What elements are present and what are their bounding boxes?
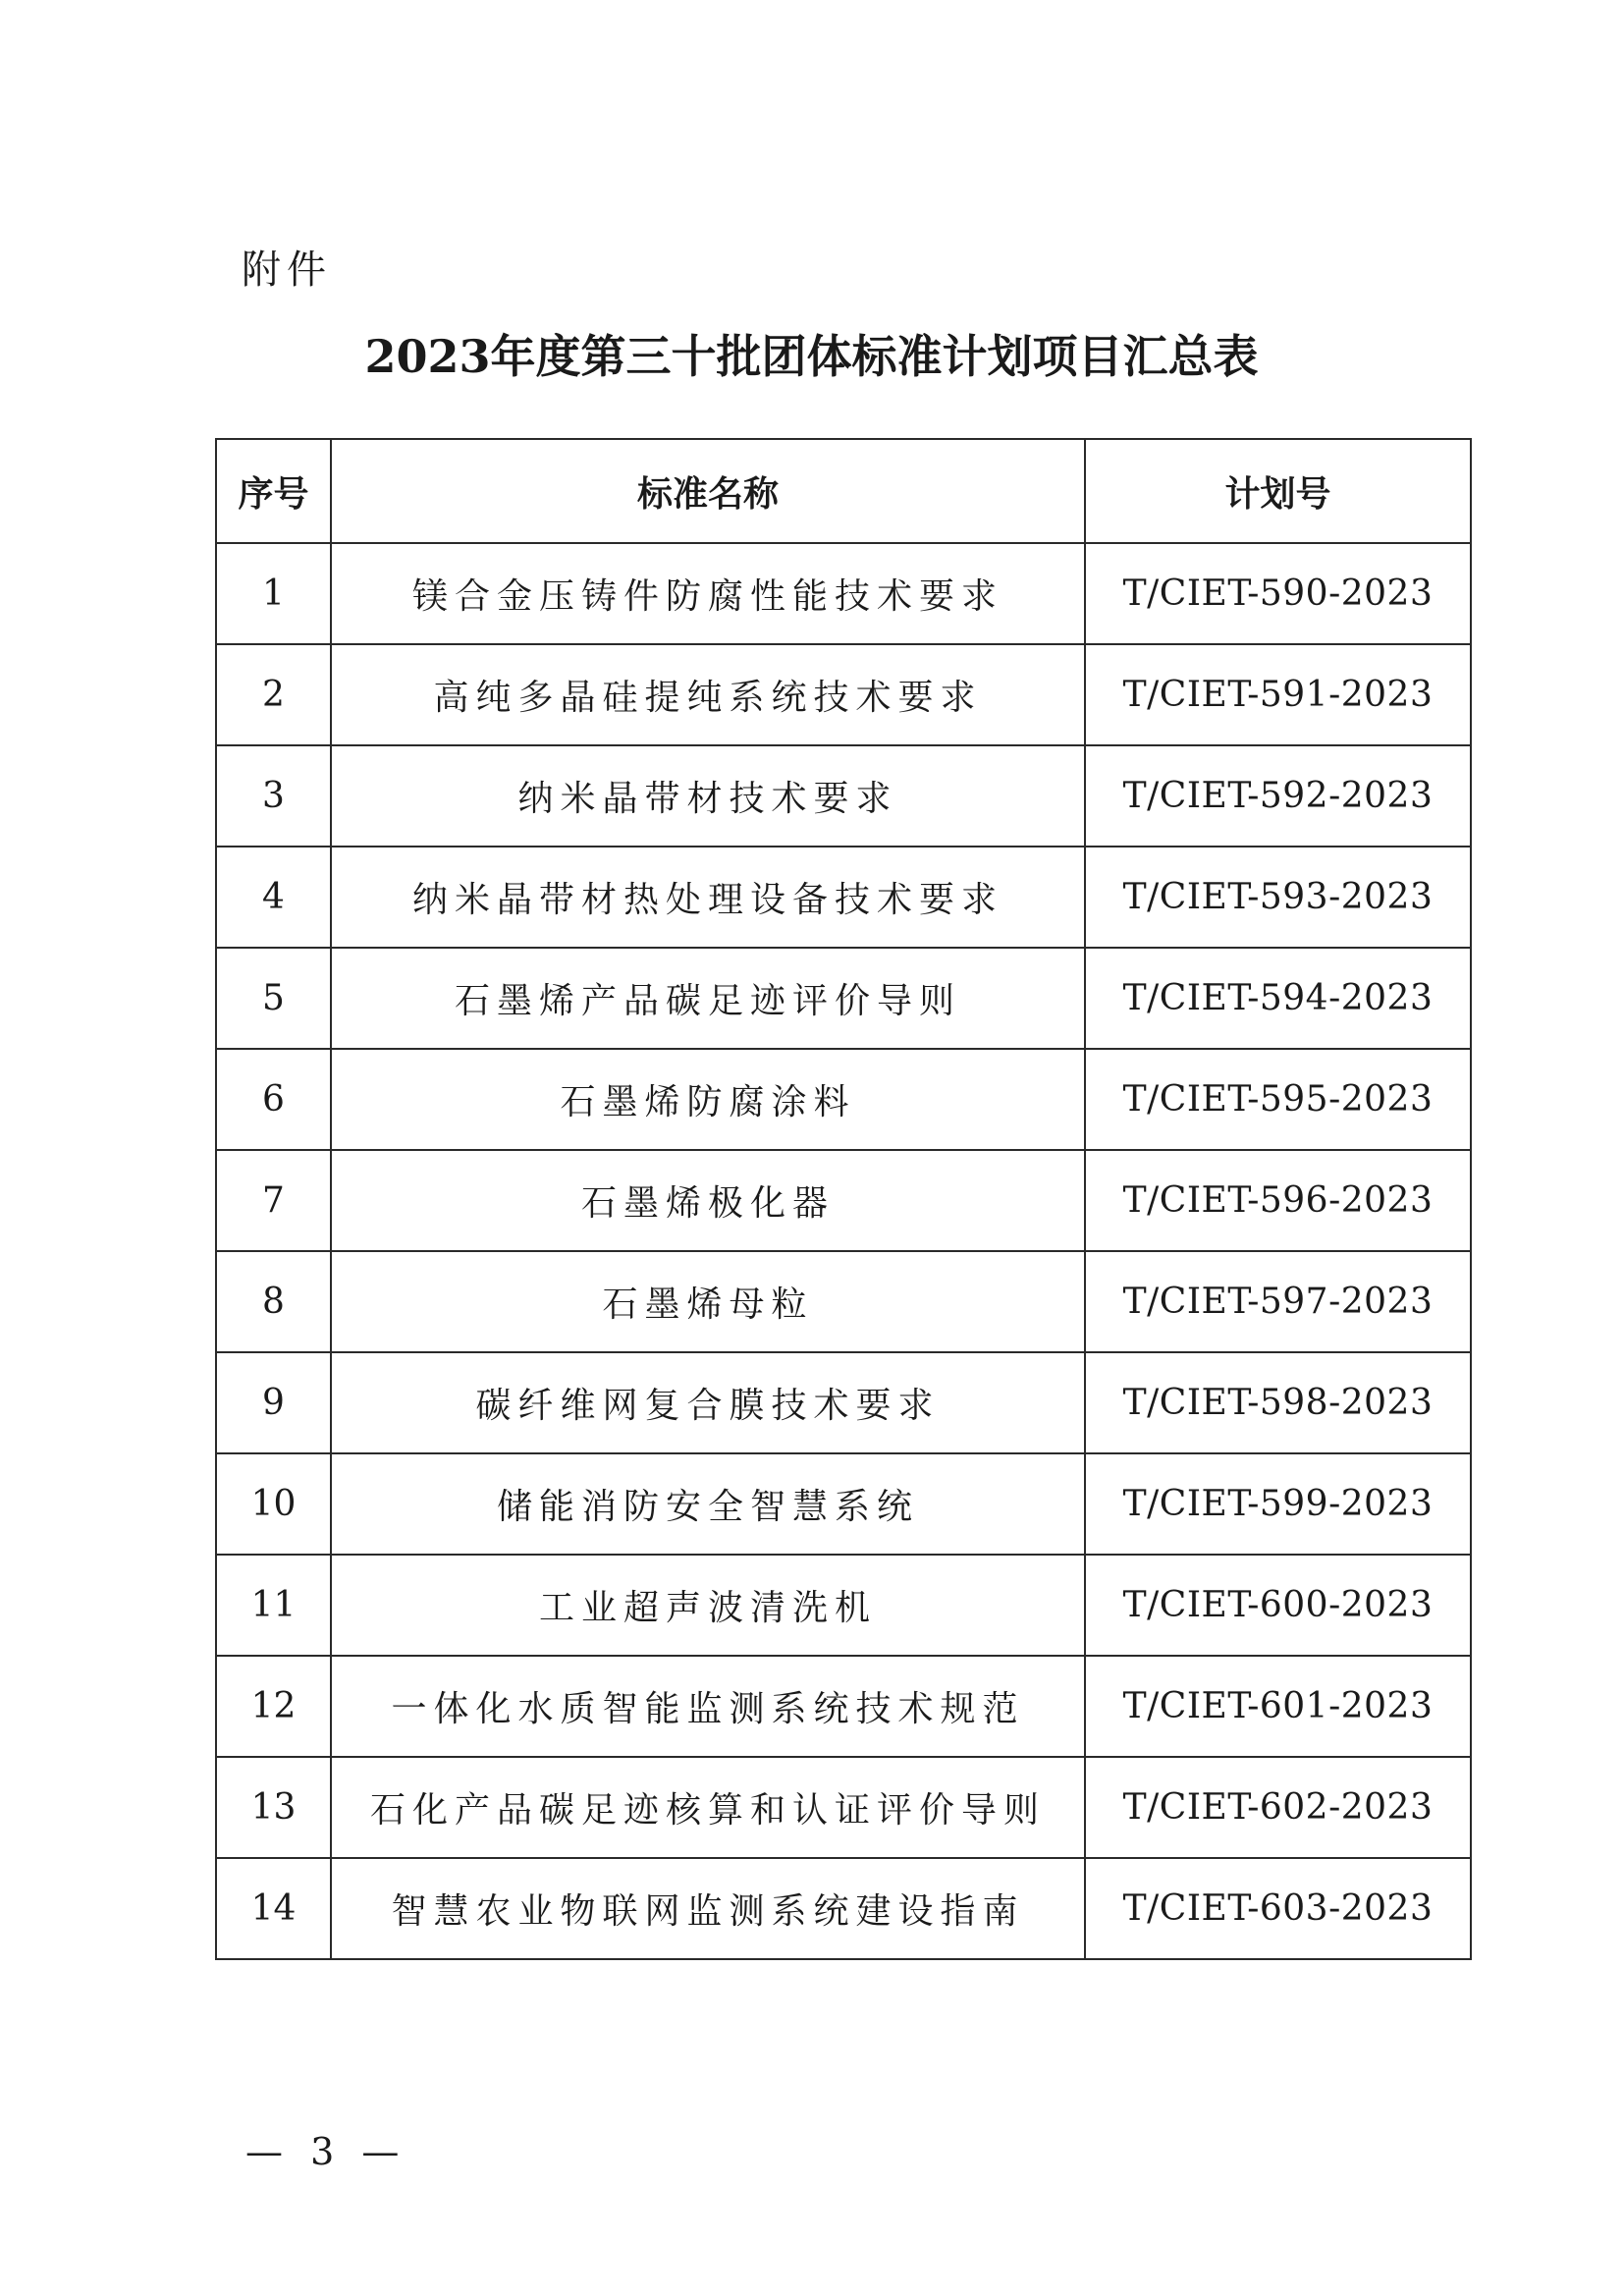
- row-plan-number-cell: T/CIET-603-2023: [1085, 1858, 1471, 1959]
- table-header-row: [216, 439, 1471, 543]
- row-plan-number-cell: T/CIET-594-2023: [1085, 948, 1471, 1049]
- row-standard-name-cell: 高纯多晶硅提纯系统技术要求: [331, 644, 1085, 745]
- row-serial-cell: 12: [216, 1656, 331, 1757]
- row-serial-cell: 3: [216, 745, 331, 847]
- table-row: [216, 1656, 1471, 1757]
- table-row: [216, 1049, 1471, 1150]
- row-serial-cell: 13: [216, 1757, 331, 1858]
- page-number: — 3 —: [245, 2130, 407, 2173]
- row-plan-number-cell: T/CIET-602-2023: [1085, 1757, 1471, 1858]
- row-plan-number-cell: T/CIET-599-2023: [1085, 1453, 1471, 1555]
- column-header-standard-name: 标准名称: [331, 439, 1085, 543]
- table-body: [216, 543, 1471, 1959]
- row-serial-cell: 4: [216, 847, 331, 948]
- column-header-plan-number: 计划号: [1085, 439, 1471, 543]
- row-plan-number-cell: T/CIET-591-2023: [1085, 644, 1471, 745]
- row-plan-number-cell: T/CIET-590-2023: [1085, 543, 1471, 644]
- row-standard-name-cell: 一体化水质智能监测系统技术规范: [331, 1656, 1085, 1757]
- table-row: [216, 1251, 1471, 1352]
- row-standard-name-cell: 工业超声波清洗机: [331, 1555, 1085, 1656]
- row-standard-name-cell: 纳米晶带材热处理设备技术要求: [331, 847, 1085, 948]
- row-plan-number-cell: T/CIET-593-2023: [1085, 847, 1471, 948]
- table-row: [216, 745, 1471, 847]
- row-serial-cell: 10: [216, 1453, 331, 1555]
- table-row: [216, 644, 1471, 745]
- table-row: [216, 543, 1471, 644]
- row-serial-cell: 6: [216, 1049, 331, 1150]
- table-row: [216, 948, 1471, 1049]
- column-header-serial: 序号: [216, 439, 331, 543]
- row-standard-name-cell: 智慧农业物联网监测系统建设指南: [331, 1858, 1085, 1959]
- row-serial-cell: 1: [216, 543, 331, 644]
- table-row: [216, 1150, 1471, 1251]
- row-plan-number-cell: T/CIET-595-2023: [1085, 1049, 1471, 1150]
- row-plan-number-cell: T/CIET-596-2023: [1085, 1150, 1471, 1251]
- row-plan-number-cell: T/CIET-600-2023: [1085, 1555, 1471, 1656]
- page-title: 2023年度第三十批团体标准计划项目汇总表: [364, 330, 1259, 383]
- row-serial-cell: 5: [216, 948, 331, 1049]
- row-standard-name-cell: 储能消防安全智慧系统: [331, 1453, 1085, 1555]
- attachment-label: 附件: [242, 247, 332, 293]
- table-row: [216, 1453, 1471, 1555]
- row-serial-cell: 8: [216, 1251, 331, 1352]
- row-serial-cell: 9: [216, 1352, 331, 1453]
- standards-plan-table: [215, 438, 1472, 1960]
- row-standard-name-cell: 纳米晶带材技术要求: [331, 745, 1085, 847]
- row-plan-number-cell: T/CIET-598-2023: [1085, 1352, 1471, 1453]
- row-serial-cell: 11: [216, 1555, 331, 1656]
- table-row: [216, 1555, 1471, 1656]
- row-standard-name-cell: 镁合金压铸件防腐性能技术要求: [331, 543, 1085, 644]
- row-plan-number-cell: T/CIET-592-2023: [1085, 745, 1471, 847]
- row-serial-cell: 14: [216, 1858, 331, 1959]
- row-standard-name-cell: 石化产品碳足迹核算和认证评价导则: [331, 1757, 1085, 1858]
- row-standard-name-cell: 石墨烯母粒: [331, 1251, 1085, 1352]
- table-row: [216, 1352, 1471, 1453]
- row-standard-name-cell: 碳纤维网复合膜技术要求: [331, 1352, 1085, 1453]
- row-serial-cell: 2: [216, 644, 331, 745]
- row-standard-name-cell: 石墨烯防腐涂料: [331, 1049, 1085, 1150]
- row-plan-number-cell: T/CIET-597-2023: [1085, 1251, 1471, 1352]
- table-row: [216, 1858, 1471, 1959]
- table-row: [216, 1757, 1471, 1858]
- row-plan-number-cell: T/CIET-601-2023: [1085, 1656, 1471, 1757]
- row-standard-name-cell: 石墨烯产品碳足迹评价导则: [331, 948, 1085, 1049]
- row-serial-cell: 7: [216, 1150, 331, 1251]
- row-standard-name-cell: 石墨烯极化器: [331, 1150, 1085, 1251]
- table-row: [216, 847, 1471, 948]
